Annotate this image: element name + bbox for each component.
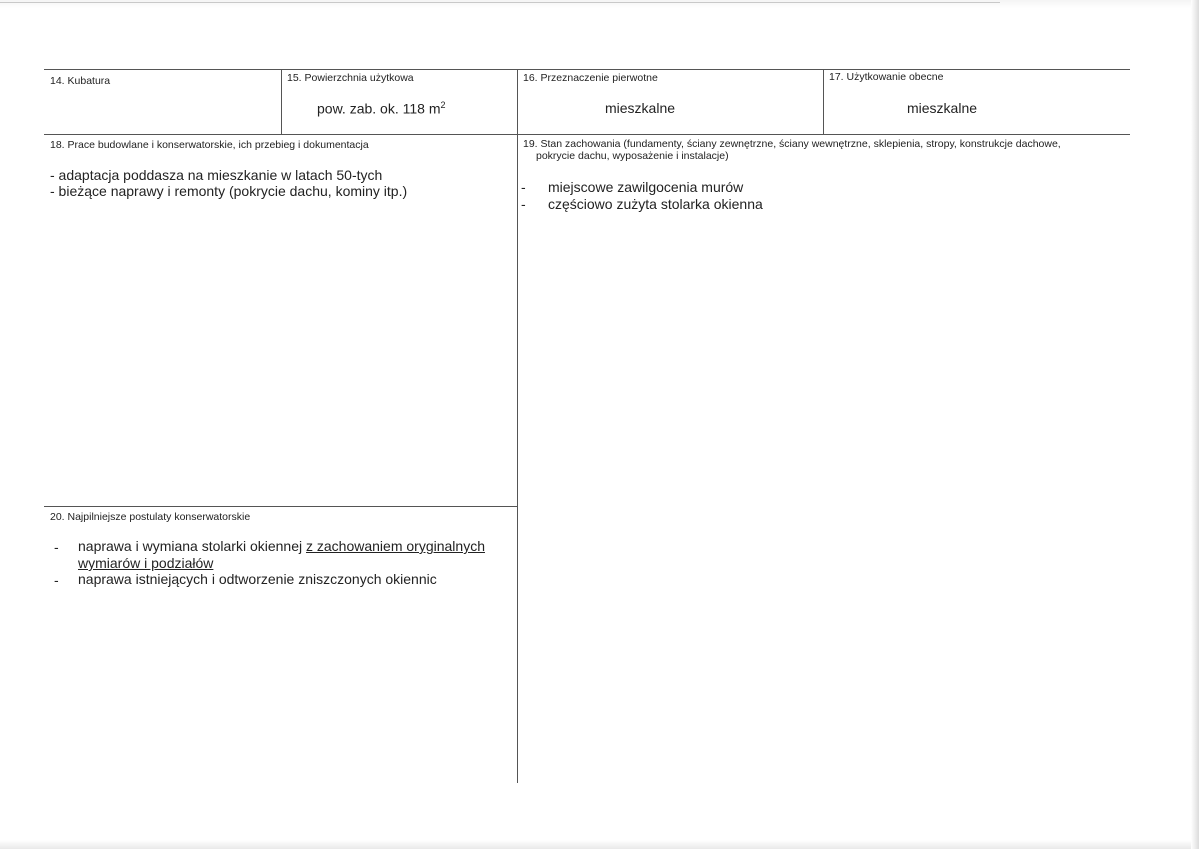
field-16-value: mieszkalne <box>605 100 676 116</box>
field-17-label: 17. Użytkowanie obecne <box>829 71 944 83</box>
field-14-label: 14. Kubatura <box>50 75 111 87</box>
rule-row1-bottom <box>44 134 1130 135</box>
field-19-label-line-1: 19. Stan zachowania (fundamenty, ściany zewnętrzne, ściany wewnętrzne, sklepienia, stropy, konstrukcje dachowe, <box>523 138 1061 150</box>
field-16-label: 16. Przeznaczenie pierwotne <box>523 72 658 84</box>
scan-edge <box>1191 0 1199 849</box>
field-19-bullet-2: - <box>521 196 526 212</box>
field-15-value <box>317 100 446 117</box>
field-19-bullet-1: - <box>521 179 526 195</box>
rule-col-a <box>281 69 282 135</box>
field-20-item-2: naprawa istniejących i odtworzenie zniszczonych okiennic <box>78 571 437 587</box>
field-19-label-line-2: pokrycie dachu, wyposażenie i instalacje) <box>536 150 729 162</box>
rule-row2-sub <box>44 506 518 507</box>
field-20-item-1-underlined-a: z zachowaniem oryginalnych <box>306 538 485 554</box>
scan-artifact-line <box>0 2 1000 3</box>
field-15-label: 15. Powierzchnia użytkowa <box>287 72 414 84</box>
field-19-item-1: miejscowe zawilgocenia murów <box>548 179 744 195</box>
field-20-item-1-text: naprawa i wymiana stolarki okiennej <box>78 538 306 554</box>
field-17-value: mieszkalne <box>907 100 978 116</box>
field-20-item-1-underlined-b: wymiarów i podziałów <box>78 555 214 571</box>
field-15-value-text: pow. zab. ok. 118 m <box>317 100 441 117</box>
field-19-item-2: częściowo zużyta stolarka okienna <box>548 196 763 212</box>
rule-top <box>44 69 1130 70</box>
field-18-item-1: - adaptacja poddasza na mieszkanie w latach 50-tych <box>50 167 383 183</box>
rule-col-b <box>517 69 518 783</box>
field-20-item-1-line-1 <box>78 538 485 554</box>
field-15-value-unit-exp: 2 <box>440 100 446 110</box>
field-20-label: 20. Najpilniejsze postulaty konserwatorskie <box>50 511 251 523</box>
field-18-label: 18. Prace budowlane i konserwatorskie, ich przebieg i dokumentacja <box>50 139 369 151</box>
field-20-bullet-1: - <box>54 539 59 555</box>
field-20-bullet-2: - <box>54 572 59 588</box>
field-18-item-2: - bieżące naprawy i remonty (pokrycie dachu, kominy itp.) <box>50 183 408 199</box>
rule-col-c <box>823 69 824 135</box>
